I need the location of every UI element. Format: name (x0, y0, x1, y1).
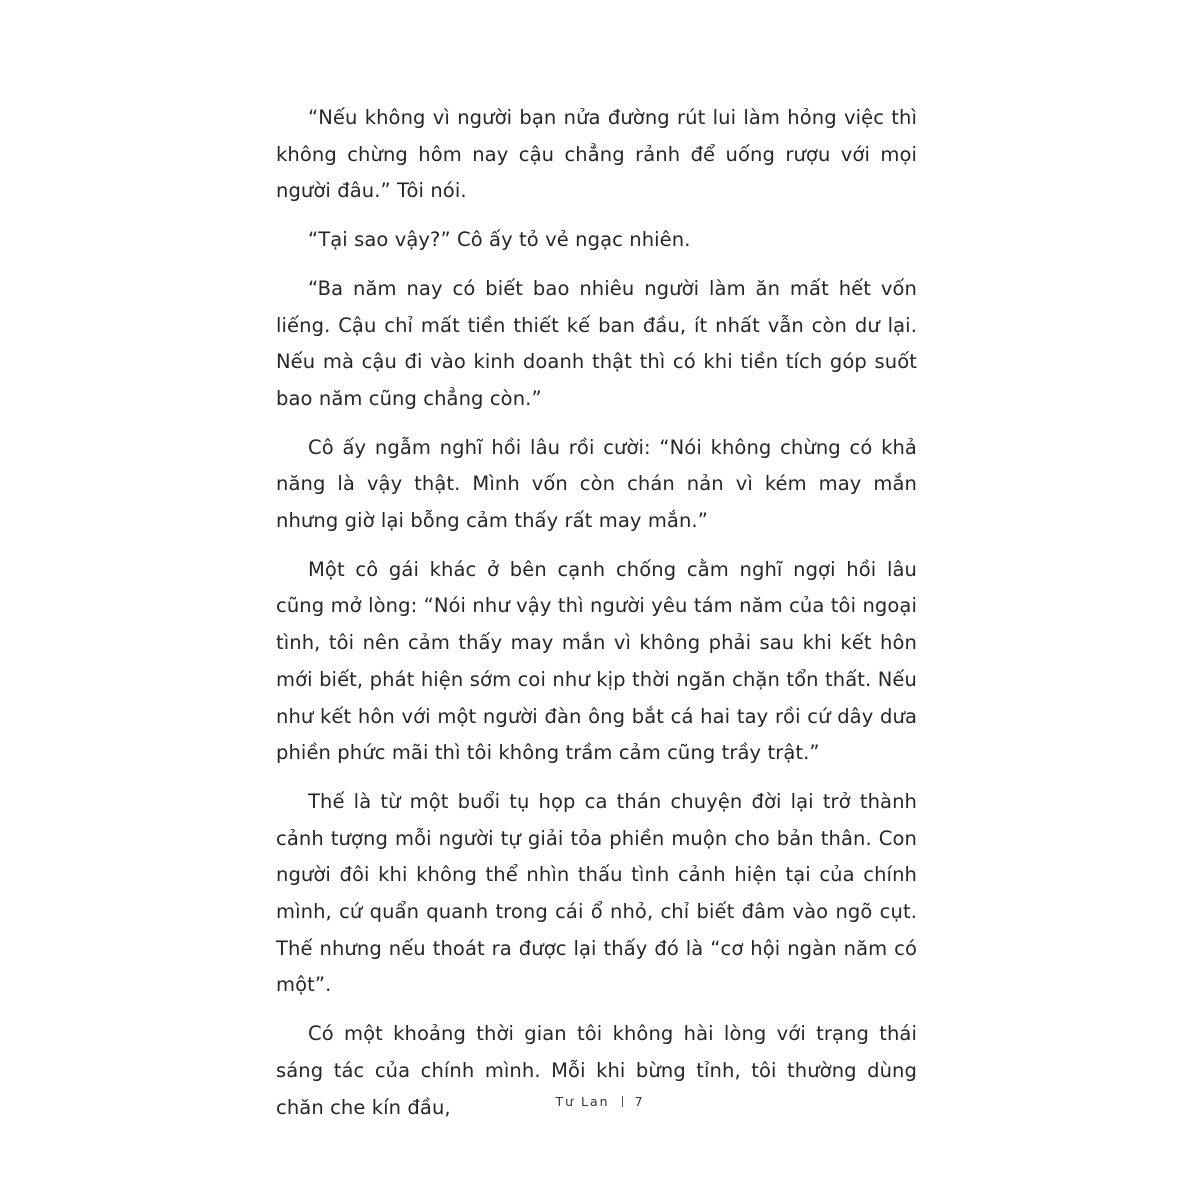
page-footer (0, 1094, 1200, 1109)
paragraph-1: “Nếu không vì người bạn nửa đường rút lui làm hỏng việc thì không chừng hôm nay cậu chẳng rảnh để uống rượu với mọi người đâu.” Tôi nói. (276, 106, 917, 203)
paragraph-6: Thế là từ một buổi tụ họp ca thán chuyện đời lại trở thành cảnh tượng mỗi người tự giải tỏa phiền muộn cho bản thân. Con người đôi khi không thể nhìn thấu tình cảnh hiện tại của chính mình, cứ quẩn quanh trong cái ổ nhỏ, chỉ biết đâm vào ngõ cụt. Thế nhưng nếu thoát ra được lại thấy đó là “cơ hội ngàn năm có một”. (276, 789, 917, 997)
paragraph-4: Cô ấy ngẫm nghĩ hồi lâu rồi cười: “Nói không chừng có khả năng là vậy thật. Mình vốn còn chán nản vì kém may mắn nhưng giờ lại bỗng cảm thấy rất may mắn.” (276, 435, 917, 533)
paragraph-2: “Tại sao vậy?” Cô ấy tỏ vẻ ngạc nhiên. (308, 228, 691, 252)
paragraph-3: “Ba năm nay có biết bao nhiêu người làm ăn mất hết vốn liếng. Cậu chỉ mất tiền thiết kế ban đầu, ít nhất vẫn còn dư lại. Nếu mà cậu đi vào kinh doanh thật thì có khi tiền tích góp suốt bao năm cũng chẳng còn.” (276, 276, 917, 410)
body-text (276, 100, 917, 1138)
paragraph-7: Có một khoảng thời gian tôi không hài lòng với trạng thái sáng tác của chính mình. Mỗi khi bừng tỉnh, tôi thường dùng chăn che kín đầu, (276, 1022, 917, 1119)
footer-page-number: 7 (634, 1094, 645, 1109)
footer-separator (622, 1096, 623, 1107)
paragraph-5: Một cô gái khác ở bên cạnh chống cằm nghĩ ngợi hồi lâu cũng mở lòng: “Nói như vậy thì người yêu tám năm của tôi ngoại tình, tôi nên cảm thấy may mắn vì không phải sau khi kết hôn mới biết, phát hiện sớm coi như kịp thời ngăn chặn tổn thất. Nếu như kết hôn với một người đàn ông bắt cá hai tay rồi cứ dây dưa phiền phức mãi thì tôi không trầm cảm cũng trầy trật.” (276, 557, 917, 765)
footer-author: Tư Lan (555, 1094, 610, 1109)
